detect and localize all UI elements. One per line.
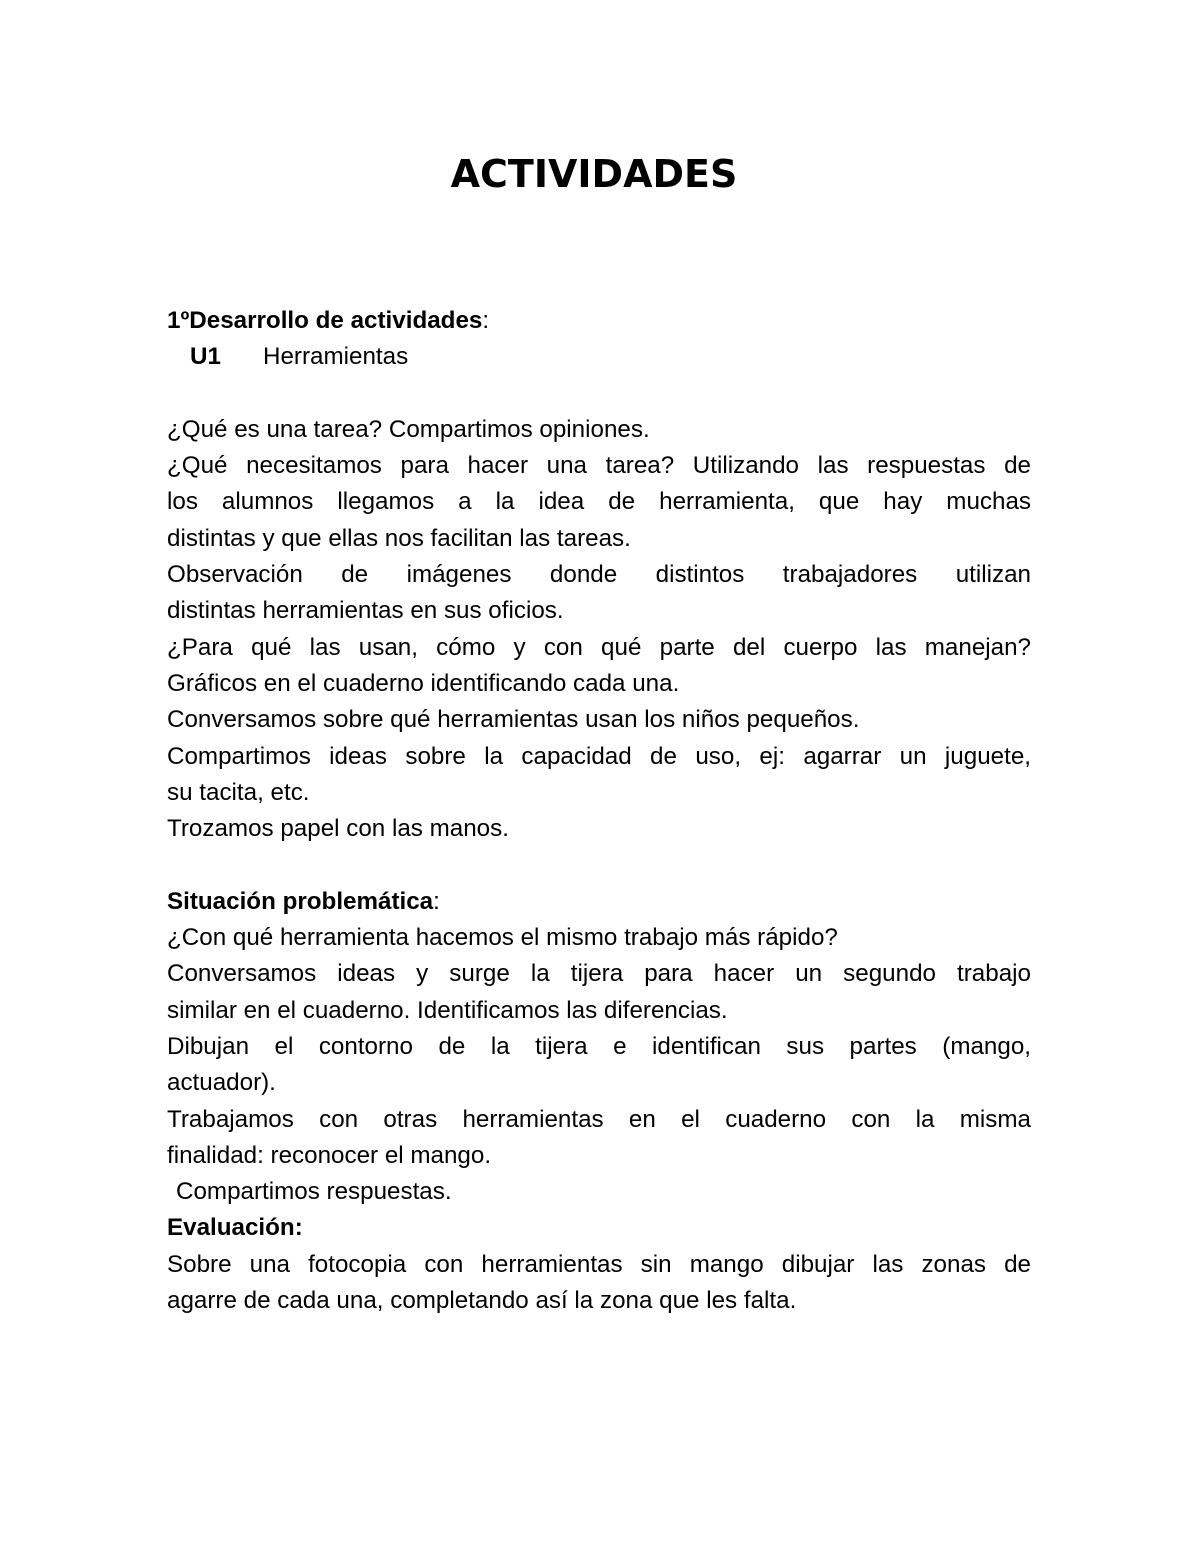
blank-line bbox=[167, 847, 1031, 883]
paragraph-line: Conversamos sobre qué herramientas usan los niños pequeños. bbox=[167, 706, 860, 734]
paragraph-line: ¿Para qué las usan, cómo y con qué parte del cuerpo las manejan? bbox=[167, 633, 1031, 661]
section-heading-desarrollo bbox=[167, 303, 1031, 339]
paragraph-line: Trabajamos con otras herramientas en el cuaderno con la misma bbox=[167, 1105, 1031, 1133]
paragraph-line: distintas y que ellas nos facilitan las tareas. bbox=[167, 524, 631, 552]
paragraph-line: ¿Qué es una tarea? Compartimos opiniones. bbox=[167, 415, 650, 443]
section-heading-text: Situación problemática bbox=[167, 887, 434, 915]
paragraph-line: ¿Con qué herramienta hacemos el mismo trabajo más rápido? bbox=[167, 924, 838, 952]
unit-row bbox=[167, 339, 1031, 375]
section-heading-situacion bbox=[167, 884, 1031, 920]
paragraph-line: Conversamos ideas y surge la tijera para hacer un segundo trabajo bbox=[167, 960, 1031, 988]
section-heading-evaluacion: Evaluación: bbox=[167, 1214, 303, 1242]
paragraph-line: los alumnos llegamos a la idea de herramienta, que hay muchas bbox=[167, 488, 1031, 516]
paragraph-line: Sobre una fotocopia con herramientas sin mango dibujar las zonas de bbox=[167, 1250, 1031, 1278]
paragraph-line: similar en el cuaderno. Identificamos las diferencias. bbox=[167, 996, 728, 1024]
section-heading-text: 1ºDesarrollo de actividades bbox=[167, 307, 483, 334]
paragraph-line: actuador). bbox=[167, 1069, 276, 1097]
paragraph-line: ¿Qué necesitamos para hacer una tarea? Utilizando las respuestas de bbox=[167, 452, 1031, 480]
paragraph-line: su tacita, etc. bbox=[167, 778, 310, 806]
paragraph-line: finalidad: reconocer el mango. bbox=[167, 1141, 492, 1169]
paragraph-line: Compartimos respuestas. bbox=[176, 1178, 452, 1206]
document-body bbox=[167, 303, 1031, 1319]
unit-code: U1 bbox=[190, 343, 221, 371]
unit-name: Herramientas bbox=[263, 343, 409, 371]
paragraph-line: agarre de cada una, completando así la zona que les falta. bbox=[167, 1287, 797, 1315]
paragraph-line: distintas herramientas en sus oficios. bbox=[167, 597, 564, 625]
section-heading-colon: : bbox=[433, 887, 440, 915]
paragraph-line: Compartimos ideas sobre la capacidad de uso, ej: agarrar un juguete, bbox=[167, 742, 1031, 770]
paragraph-line: Observación de imágenes donde distintos trabajadores utilizan bbox=[167, 561, 1031, 589]
paragraph-line: Gráficos en el cuaderno identificando cada una. bbox=[167, 669, 680, 697]
paragraph-line: Trozamos papel con las manos. bbox=[167, 815, 509, 843]
blank-line bbox=[167, 376, 1031, 412]
section-heading-colon: : bbox=[482, 307, 490, 334]
page-title: ACTIVIDADES bbox=[450, 152, 738, 196]
paragraph-line: Dibujan el contorno de la tijera e identifican sus partes (mango, bbox=[167, 1032, 1031, 1060]
